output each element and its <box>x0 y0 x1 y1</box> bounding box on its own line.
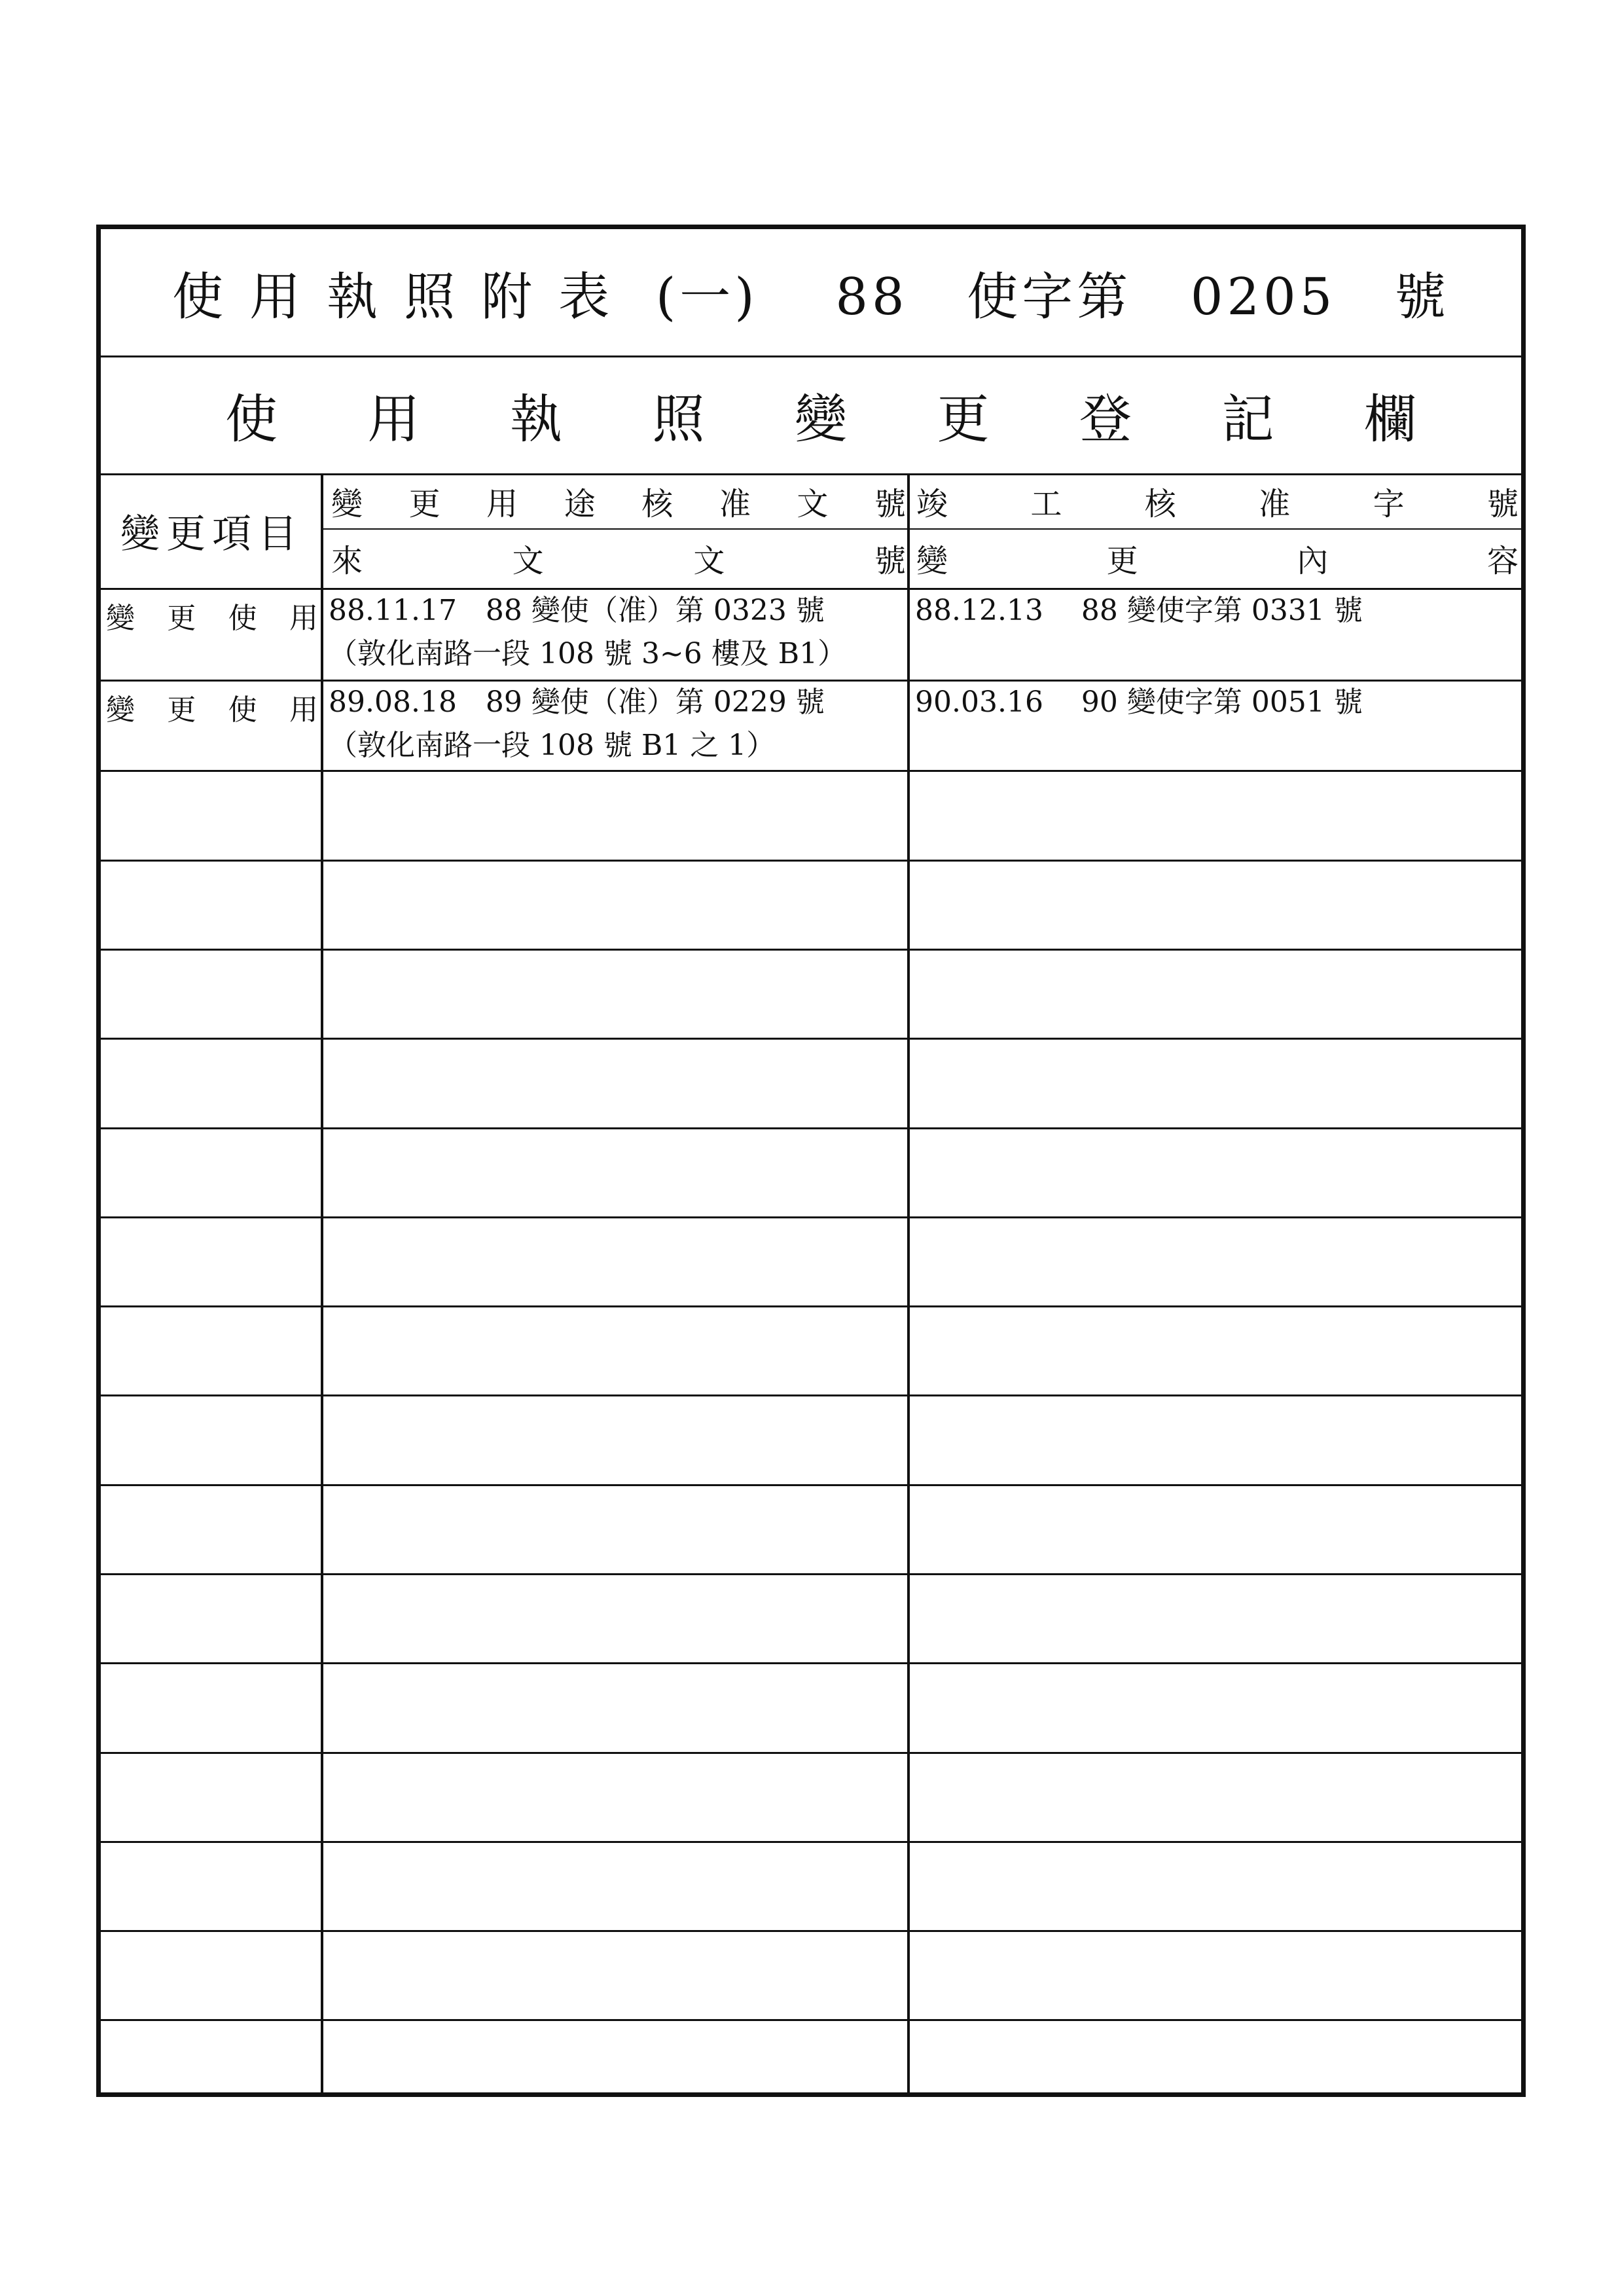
row-divider <box>101 2019 1521 2021</box>
form-title <box>101 229 1521 355</box>
column-line <box>907 473 910 2092</box>
column-header-completion-doc <box>911 473 1521 528</box>
approval-line-2: （敦化南路一段 108 號 3~6 樓及 B1） <box>329 637 847 670</box>
header-char: 用 <box>486 485 518 522</box>
section-char: 用 <box>367 388 420 450</box>
row-divider <box>101 1752 1521 1754</box>
approval-line-1: 89.08.18 89 變使（准）第 0229 號 <box>329 685 825 719</box>
header-char: 容 <box>1486 542 1519 579</box>
section-char: 記 <box>1221 388 1274 450</box>
row-divider <box>101 1930 1521 1932</box>
section-char: 變 <box>795 388 847 450</box>
section-char: 欄 <box>1364 388 1416 450</box>
header-char: 竣 <box>916 485 948 522</box>
section-char: 使 <box>225 388 278 450</box>
item-char: 更 <box>167 693 196 727</box>
header-char: 更 <box>1106 542 1138 579</box>
row-divider <box>101 1394 1521 1396</box>
header-char: 途 <box>564 485 596 522</box>
header-char: 文 <box>797 485 829 522</box>
header-char: 字 <box>1373 485 1405 522</box>
header-char: 號 <box>874 542 906 579</box>
header-char: 文 <box>693 542 725 579</box>
header-char: 來 <box>331 542 363 579</box>
item-char: 更 <box>167 602 196 635</box>
section-title <box>101 355 1521 473</box>
column-header-incoming-doc <box>326 530 908 585</box>
header-char: 內 <box>1297 542 1329 579</box>
row-divider <box>101 1662 1521 1664</box>
row-divider <box>101 770 1521 772</box>
header-char: 核 <box>1144 485 1176 522</box>
completion-line-1: 88.12.13 88 變使字第 0331 號 <box>915 594 1363 627</box>
row-divider <box>101 1216 1521 1218</box>
row-item <box>101 686 323 728</box>
header-char: 更 <box>408 485 440 522</box>
column-header-change-content <box>911 530 1521 585</box>
section-char: 照 <box>652 388 705 450</box>
row-divider <box>101 1038 1521 1040</box>
header-char: 准 <box>719 485 751 522</box>
row-item <box>101 594 323 636</box>
row-divider <box>101 1484 1521 1486</box>
item-char: 用 <box>289 602 318 635</box>
header-char: 核 <box>641 485 674 522</box>
header-char: 變 <box>916 542 948 579</box>
header-char: 號 <box>1486 485 1519 522</box>
header-char: 號 <box>874 485 906 522</box>
item-char: 用 <box>289 693 318 727</box>
item-char: 變 <box>106 602 135 635</box>
title-kind: 使字第 <box>967 267 1132 327</box>
item-char: 使 <box>228 602 257 635</box>
title-paren: (一) <box>655 267 759 327</box>
approval-line-2: （敦化南路一段 108 號 B1 之 1） <box>329 729 776 762</box>
section-char: 登 <box>1079 388 1132 450</box>
approval-line-1: 88.11.17 88 變使（准）第 0323 號 <box>329 594 825 627</box>
item-char: 使 <box>228 693 257 727</box>
title-year: 88 <box>835 267 908 327</box>
header-char: 變 <box>331 485 363 522</box>
column-header-approval-doc <box>326 473 908 528</box>
title-number: 0205 <box>1190 267 1337 327</box>
section-char: 執 <box>510 388 562 450</box>
row-divider <box>101 1127 1521 1129</box>
title-suffix: 號 <box>1394 267 1450 327</box>
divider <box>323 528 1521 530</box>
column-header-item: 變更項目 <box>120 511 304 557</box>
title-prefix: 使用執照附表 <box>172 267 636 327</box>
row-divider <box>101 1305 1521 1307</box>
usage-license-form <box>96 225 1526 2097</box>
header-char: 文 <box>512 542 544 579</box>
row-divider <box>101 949 1521 951</box>
row-divider <box>101 860 1521 862</box>
item-char: 變 <box>106 693 135 727</box>
completion-line-1: 90.03.16 90 變使字第 0051 號 <box>915 685 1363 719</box>
header-char: 准 <box>1259 485 1291 522</box>
row-divider <box>101 1841 1521 1843</box>
header-char: 工 <box>1030 485 1062 522</box>
row-divider <box>101 1573 1521 1575</box>
section-char: 更 <box>937 388 990 450</box>
